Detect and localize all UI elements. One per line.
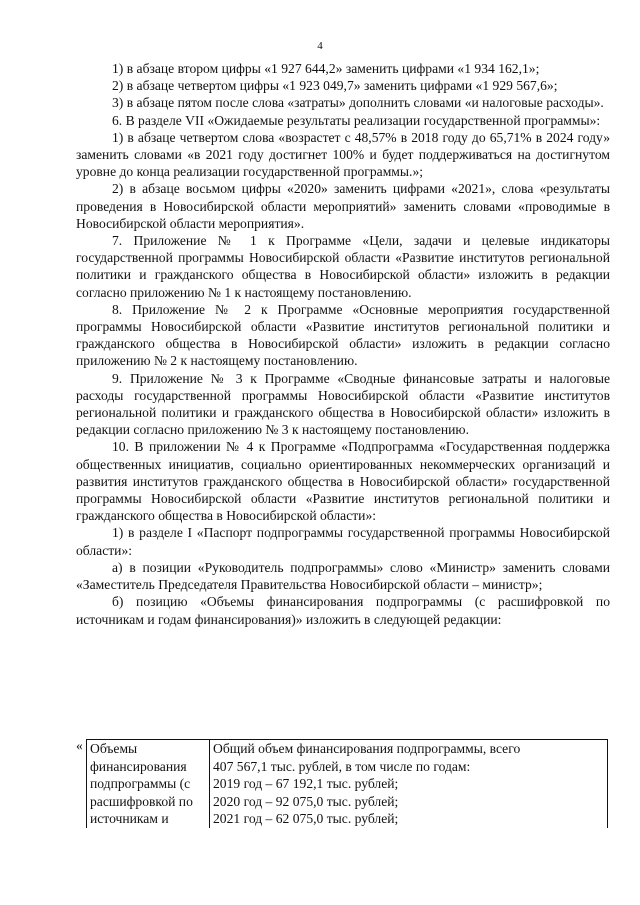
cell-line: Объемы bbox=[90, 741, 138, 756]
cell-line: подпрограммы (с bbox=[90, 776, 191, 791]
table-row bbox=[87, 740, 608, 828]
table-cell-label bbox=[87, 740, 210, 828]
paragraph: 6. В разделе VII «Ожидаемые результаты реализации государственной программы»: bbox=[112, 112, 601, 128]
paragraph: 8. Приложение № 2 к Программе «Основные мероприятия государственной программы Новосибирской области «Развитие институтов региональной политики и гражданского общества в Новосибирской области» изложить в редакции согласно приложению № 2 к настоящему постановлению. bbox=[76, 301, 610, 369]
paragraph: 1) в абзаце втором цифры «1 927 644,2» заменить цифрами «1 934 162,1»; bbox=[112, 61, 540, 76]
cell-line: расшифровкой по bbox=[90, 793, 193, 809]
paragraph: 7. Приложение № 1 к Программе «Цели, задачи и целевые индикаторы государственной программы Новосибирской области «Развитие институтов региональной политики и гражданского общества в Новосибирской области» изложить в редакции согласно приложению № 1 к настоящему постановлению. bbox=[76, 233, 610, 300]
table-cell-value bbox=[210, 740, 608, 828]
paragraph: 1) в абзаце четвертом слова «возрастет с 48,57% в 2018 году до 65,71% в 2024 году» заменить словами «в 2021 году достигнет 100% и будет поддерживаться на достигнутом уровне до конца реализации государственной программы.»; bbox=[76, 129, 610, 180]
paragraph: 9. Приложение № 3 к Программе «Сводные финансовые затраты и налоговые расходы государственной программы Новосибирской области «Развитие институтов региональной политики и гражданского общества в Новосибирской области» изложить в редакции согласно приложению № 3 к настоящему постановлению. bbox=[76, 370, 610, 438]
paragraph: 1) в разделе I «Паспорт подпрограммы государственной программы Новосибирской области»: bbox=[76, 525, 610, 558]
cell-line: 2019 год – 67 192,1 тыс. рублей; bbox=[213, 776, 399, 791]
document-body bbox=[76, 60, 610, 628]
cell-line: 2020 год – 92 075,0 тыс. рублей; bbox=[213, 793, 399, 809]
paragraph: б) позицию «Объемы финансирования подпрограммы (с расшифровкой по источникам и годам финансирования)» изложить в следующей редакции: bbox=[76, 594, 610, 627]
paragraph: 10. В приложении № 4 к Программе «Подпрограмма «Государственная поддержка общественных инициатив, социально ориентированных некоммерческих организаций и развития институтов гражданского общества в Новосибирской области» государственной программы Новосибирской области «Развитие институтов региональной политики и гражданского общества в Новосибирской области»: bbox=[76, 439, 610, 524]
paragraph: 2) в абзаце восьмом цифры «2020» заменить цифрами «2021», слова «результаты проведения в Новосибирской области мероприятий» заменить словами «проводимые в Новосибирской области мероприятия». bbox=[76, 181, 610, 231]
cell-line: Общий объем финансирования подпрограммы, всего bbox=[213, 741, 521, 756]
cell-line: источникам и bbox=[90, 811, 169, 826]
cell-line: 407 567,1 тыс. рублей, в том числе по годам: bbox=[213, 758, 471, 774]
page-number: 4 bbox=[317, 40, 323, 52]
paragraph: а) в позиции «Руководитель подпрограммы» слово «Министр» заменить словами «Заместитель Председателя Правительства Новосибирской области – министр»; bbox=[76, 559, 610, 593]
paragraph: 3) в абзаце пятом после слова «затраты» дополнить словами «и налоговые расходы». bbox=[112, 95, 604, 111]
financing-table bbox=[86, 739, 608, 828]
open-quote: « bbox=[76, 738, 83, 753]
cell-line: 2021 год – 62 075,0 тыс. рублей; bbox=[213, 811, 399, 826]
paragraph: 2) в абзаце четвертом цифры «1 923 049,7» заменить цифрами «1 929 567,6»; bbox=[112, 78, 558, 94]
cell-line: финансирования bbox=[90, 758, 187, 774]
